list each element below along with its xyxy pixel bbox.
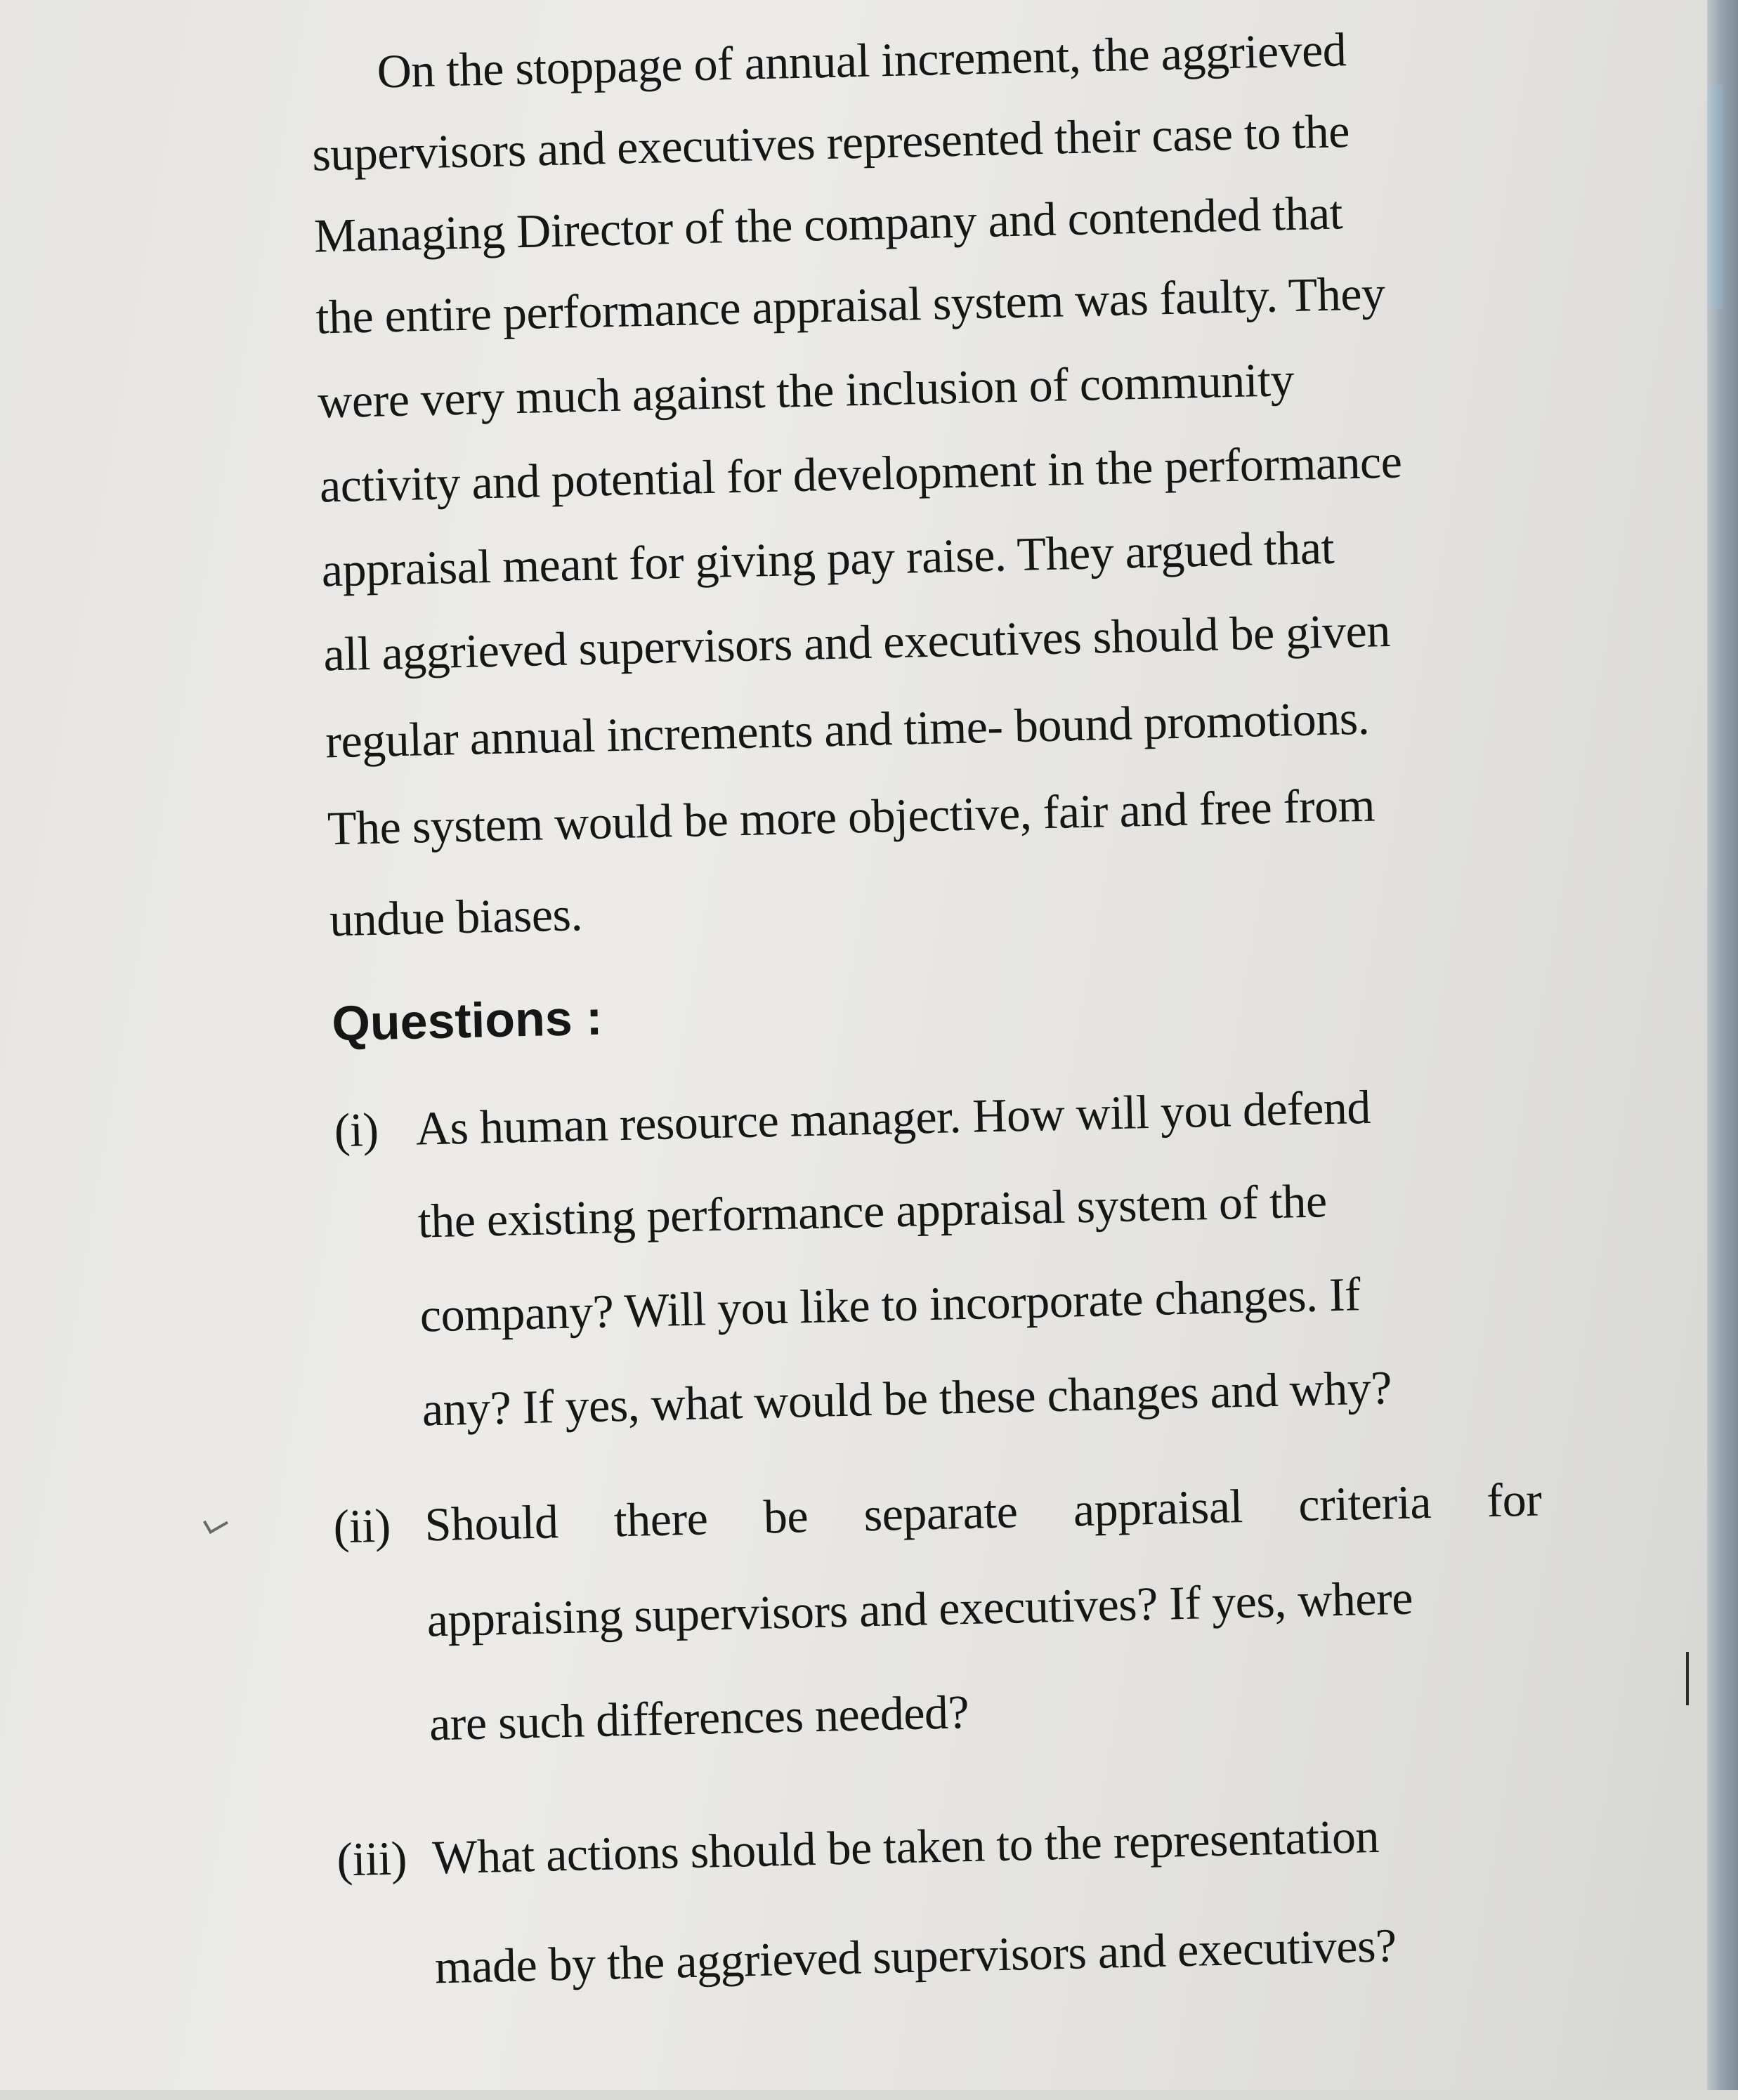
question-line: Should there be separate appraisal criteria for — [424, 1472, 1543, 1551]
paragraph-line: undue biases. — [329, 887, 583, 947]
document-page — [225, 0, 1543, 2100]
paragraph-line: the entire performance appraisal system was faulty. They — [315, 266, 1386, 344]
paragraph-line: supervisors and executives represented their case to the — [311, 104, 1350, 181]
paragraph-line: regular annual increments and time- bound promotions. — [325, 690, 1370, 768]
paragraph-line: activity and potential for development in the performance — [319, 434, 1403, 513]
question-line: What actions should be taken to the representation — [431, 1809, 1380, 1884]
underlying-page-edge — [1707, 0, 1738, 2090]
paragraph-line: Managing Director of the company and contended that — [313, 185, 1343, 263]
paragraph-line: appraisal meant for giving pay raise. They argued that — [320, 520, 1335, 597]
paragraph-line: On the stoppage of annual increment, the aggrieved — [376, 22, 1347, 98]
question-line: the existing performance appraisal system of the — [417, 1174, 1328, 1248]
paragraph-line: were very much against the inclusion of community — [317, 353, 1295, 428]
question-line: made by the aggrieved supervisors and executives? — [434, 1918, 1397, 1994]
question-number: (iii) — [336, 1831, 407, 1886]
question-line: are such differences needed? — [429, 1685, 969, 1751]
questions-heading: Questions : — [331, 990, 603, 1051]
paragraph-line: all aggrieved supervisors and executives should be given — [322, 603, 1391, 681]
question-line: company? Will you like to incorporate changes. If — [419, 1267, 1361, 1342]
question-line: any? If yes, what would be these changes and why? — [422, 1360, 1392, 1436]
question-number: (i) — [334, 1102, 379, 1157]
question-line: As human resource manager. How will you defend — [414, 1079, 1371, 1155]
question-line: appraising supervisors and executives? If yes, where — [426, 1570, 1413, 1647]
question-number: (ii) — [332, 1498, 391, 1554]
paragraph-line: The system would be more objective, fair and free from — [327, 777, 1376, 855]
margin-pen-mark — [1686, 1652, 1689, 1705]
